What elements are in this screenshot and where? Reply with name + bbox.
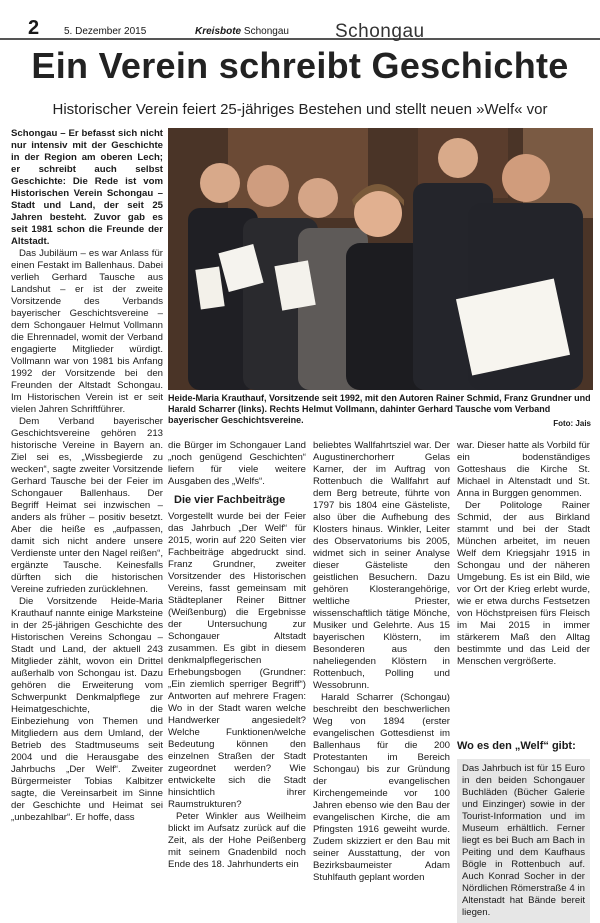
body-paragraph: Peter Winkler aus Weilheim blickt im Aufsatz zurück auf die Zeit, als der Hohe Peißenberg mit seinem Gnadenbild noch Ende des 18. Jahrhunderts ein — [168, 811, 306, 870]
subheadline: Historischer Verein feiert 25-jähriges Bestehen und stellt neuen »Welf« vor — [52, 101, 548, 118]
headline: Ein Verein schreibt Geschichte — [31, 45, 569, 86]
issue-date: 5. Dezember 2015 — [64, 26, 147, 37]
group-photo — [168, 128, 593, 390]
lead-paragraph: Schongau – Er befasst sich nicht nur intensiv mit der Geschichte in der Region am oberen Lech; er schreibt auch selbst Geschichte: Die Rede ist vom Historischen Verein Schongau – Stadt und Land, der seit 25 Jahren besteht. Zuvor gab es seit 1981 schon die Freunde der Altstadt. — [11, 128, 163, 247]
body-paragraph: Das Jubiläum – es war Anlass für einen Festakt im Ballenhaus. Dabei verlieh Gerhard Tausche aus Landshut – er ist der zweite Vorsitzende des Verbands bayerischer Geschichtsvereine – dem Schongauer Helmut Vollmann die Ehrennadel, womit der Verband engagierte Mitglieder würdigt. Vollmann war von 1981 bis Anfang 1992 der Vorsitzende bei den Freunden der Altstadt Schongau. Im Historischen Verein ist er seit vielen Jahren Schriftführer. — [11, 248, 163, 415]
paper-name — [195, 26, 289, 37]
section-title: Schongau — [335, 21, 425, 42]
body-paragraph: Die Vorsitzende Heide-Maria Krauthauf nannte einige Marksteine in der 25-jährigen Geschichte des Historischen Vereins Schongau – Stadt und Land, der aktuell 243 Mitglieder zählt, wovon ein Drittel außerhalb von Schongau ist. Dazu gehören die Erweiterung vom Schwerpunkt Denkmalpflege zur Heimatgeschichte, die Einbeziehung von Themen und Mitgliedern aus dem Umland, der Betrieb des Stadtmuseums seit 2004 und die Herausgabe des Jahrbuchs „Der Welf“. Zweiter Bürgermeister Tobias Kalbitzer sagte, die Vereinsarbeit im Sinne der Geschichte und Heimat sei „unbezahlbar“. Er hoffe, dass — [11, 596, 163, 823]
photo-caption: Heide-Maria Krauthauf, Vorsitzende seit 1992, mit den Autoren Rainer Schmid, Franz Grundner und Harald Scharrer (links). Rechts Helmut Vollmann, dahinter Gerhard Tausche vom Verband bayerischer Geschichtsvereine. — [168, 393, 591, 426]
body-paragraph: Dem Verband bayerischer Geschichtsvereine gehören 213 historische Vereine in Bayern an. Ziel sei es, „Wissbegierde zu wecken“, sagte zweiter Vorsitzende Gerhard Tausche bei der Feier im Schongauer Ballenhaus. Der Begriff Heimat sei inzwischen – anders als früher – positiv besetzt. Aber die heiße es „aufpassen, damit sich nicht andere unsere Verdienste unter den Nagel reißen“, ergänzte Tausche. Keinesfalls dürften sich die historischen Vereine zufrieden zurücklehnen. — [11, 416, 163, 595]
group-photo-illustration — [168, 128, 593, 390]
body-paragraph: Vorgestellt wurde bei der Feier das Jahrbuch „Der Welf“ für 2015, worin auf 220 Seiten vier Fachbeiträge abgedruckt sind. Franz Grundner, zweiter Vorsitzender des Historischen Vereins, fasst gemeinsam mit Städteplaner Reiner Bittner (Weißenburg) die Ergebnisse der Untersuchung zur Schongauer Altstadt zusammen. Es gibt in diesem denkmalpflegerischen Erhebungsbogen (Grundner: „Ein ziemlich sperriger Begriff“) Antworten auf mehrere Fragen: Wo in der Stadt waren welche Handwerker angesiedelt? Welche Funktionen/welche Bedeutung können den einzelnen Straßen der Stadt zugeordnet werden? Wie entwickelte sich die Stadt hinsichtlich ihrer Raumstrukturen? — [168, 511, 306, 810]
paper-place: Schongau — [243, 26, 289, 37]
body-paragraph: beliebtes Wallfahrtsziel war. Der Augustinerchorherr Gelas Karner, der im Auftrag von Rottenbuch die Wallfahrt auf dem Berg betreute, führte von 1797 bis 1804 eine Gästeliste, also über die Aufhebung des Klosters hinaus. Winkler, Leiter des Observatoriums bis 2005, widmet sich in seiner Analyse dieser Gästeliste den geistlichen Besuchern. Dazu gehören Klosterangehörige, weltliche Priester, wissenschaftlich tätige Mönche, Musiker und Gelehrte. Aus 15 bayerischen Klöstern, im Besonderen aus den naheliegenden Klöstern in Rottenbuch, Polling und Wessobrunn. — [313, 440, 450, 691]
photo-credit: Foto: Jais — [553, 419, 591, 428]
body-paragraph: war. Dieser hatte als Vorbild für ein bodenständiges Gotteshaus die Kirche St. Michael in Altenstadt und St. Anna in Burggen genommen. — [457, 440, 590, 499]
page-number: 2 — [28, 17, 40, 39]
article-column-3 — [313, 440, 450, 884]
article-column-4 — [457, 440, 590, 668]
info-box — [457, 759, 590, 923]
info-box-heading: Wo es den „Welf“ gibt: — [457, 740, 576, 752]
paper-brand: Kreisbote — [195, 26, 242, 37]
article-column-2 — [168, 440, 306, 871]
info-box-text: Das Jahrbuch ist für 15 Euro in den beiden Schongauer Buchläden (Bücher Galerie und Einzinger) sowie in der Tourist-Information und im Museum erhältlich. Ferner liegt es bei Buch am Bach in Peiting und dem Kaufhaus Bögle in Rottenbuch auf. Auch Konrad Socher in der Nördlichen Römerstraße 4 in Altenstadt hat Bände bereit liegen. — [462, 763, 585, 918]
body-paragraph: Harald Scharrer (Schongau) beschreibt den beschwerlichen Weg von 1894 (erster evangelischen Gottesdienst im Ballenhaus für die 200 Protestanten im Bereich Schongau) bis zur Gründung der evangelischen Kirchengemeinde vor 100 Jahren ebenso wie den Bau der evangelischen Kirche, die am Pfingsten 1916 geweiht wurde. Zudem skizziert er den Bau mit seiner Ausstattung, der von Bezirksbaumeister Adam Stuhlfauth geplant worden — [313, 692, 450, 883]
page-header — [0, 0, 600, 40]
body-paragraph: die Bürger im Schongauer Land „noch genügend Geschichten“ liefern für viele weitere Ausgaben des „Welfs“. — [168, 440, 306, 487]
body-paragraph: Der Politologe Rainer Schmid, der aus Birkland stammt und bei der Stadt München arbeitet, im neuen Welf dem Kriegsjahr 1915 in Schongau und der näheren Umgebung. Es ist ein Bild, wie vor Ort der Krieg erlebt wurde, wie er etwa durchs Festsetzen von Höchstpreisen fürs Fleisch im Mai 2015 in immer stärkerem Maß den Alltag bestimmte und das Leid der Menschen vergrößerte. — [457, 500, 590, 667]
article-column-1 — [11, 128, 163, 824]
section-subheading: Die vier Fachbeiträge — [174, 494, 286, 506]
